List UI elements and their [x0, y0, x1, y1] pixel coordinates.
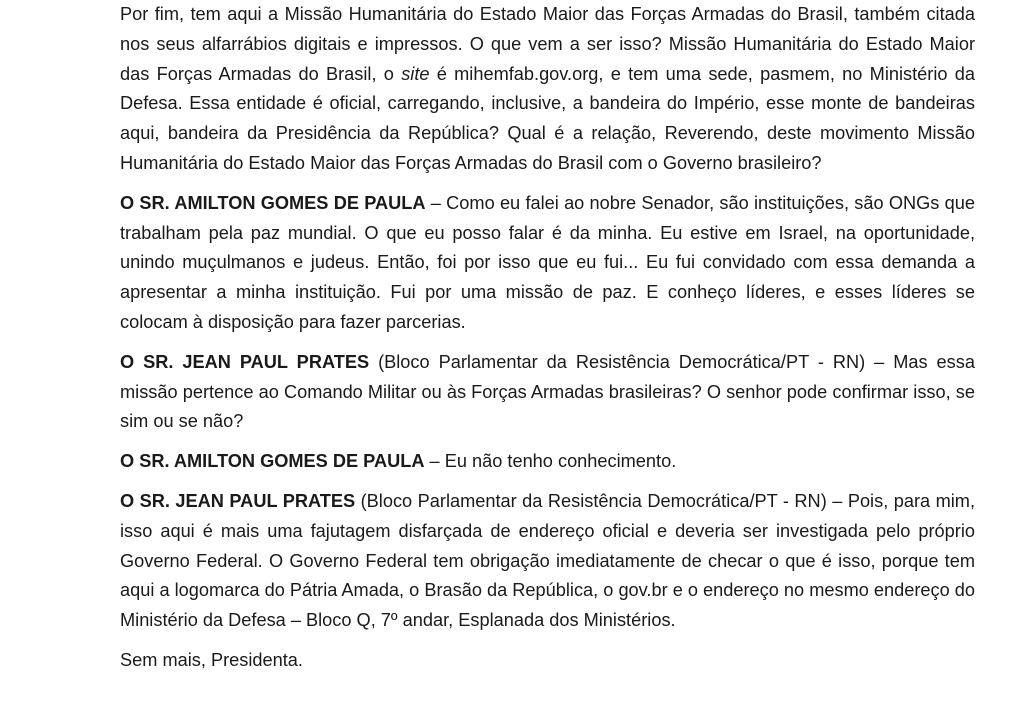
speaker-name: O SR. AMILTON GOMES DE PAULA — [120, 451, 425, 472]
speaker-name: O SR. JEAN PAUL PRATES — [120, 351, 370, 372]
speech-text: – Como eu falei ao nobre Senador, são instituições, são ONGs que trabalham pela paz mundial. O que eu posso falar é da minha. Eu estive em Israel, na oportunidade, unindo muçulmanos e judeus. Então, foi por isso que eu fui... Eu fui convidado com essa demanda a apresentar a minha instituição. Fui por uma missão de paz. E conheço líderes, e esses líderes se colocam à disposição para fazer parcerias. — [120, 192, 975, 332]
closing-text: Sem mais, Presidenta. — [120, 649, 303, 670]
speech-text: (Bloco Parlamentar da Resistência Democrática/PT - RN) – Mas essa missão pertence ao Comando Militar ou às Forças Armadas brasileiras? O senhor pode confirmar isso, se sim ou se não? — [120, 351, 975, 432]
italic-term-site: site — [401, 63, 430, 84]
paragraph-question-mission — [120, 0, 975, 179]
speaker-name: O SR. AMILTON GOMES DE PAULA — [120, 192, 426, 213]
speech-text: – Eu não tenho conhecimento. — [424, 451, 677, 472]
paragraph-closing — [120, 646, 975, 676]
paragraph-text: é mihemfab.gov.org, e tem uma sede, pasmem, no Ministério da Defesa. Essa entidade é oficial, carregando, inclusive, a bandeira do Império, esse monte de bandeiras aqui, bandeira da Presidência da República? Qual é a relação, Reverendo, deste movimento Missão Humanitária do Estado Maior das Forças Armadas do Brasil com o Governo brasileiro? — [120, 63, 975, 173]
paragraph-text: Por fim, tem aqui a Missão Humanitária do Estado Maior das Forças Armadas do Brasil, também citada nos seus alfarrábios digitais e impressos. O que vem a ser isso? Missão Humanitária do Estado Maior das Forças Armadas do Brasil, o — [120, 4, 975, 84]
paragraph-speech — [120, 348, 975, 437]
speech-text: (Bloco Parlamentar da Resistência Democrática/PT - RN) – Pois, para mim, isso aqui é mais uma fajutagem disfarçada de endereço oficial e deveria ser investigada pelo próprio Governo Federal. O Governo Federal tem obrigação imediatamente de checar o que é isso, porque tem aqui a logomarca do Pátria Amada, o Brasão da República, o gov.br e o endereço no mesmo endereço do Ministério da Defesa – Bloco Q, 7º andar, Esplanada dos Ministérios. — [120, 490, 976, 631]
speaker-name: O SR. JEAN PAUL PRATES — [120, 490, 356, 511]
paragraph-speech — [120, 487, 975, 636]
paragraph-speech — [120, 447, 975, 477]
paragraph-speech — [120, 189, 975, 338]
transcript-document — [120, 0, 975, 686]
